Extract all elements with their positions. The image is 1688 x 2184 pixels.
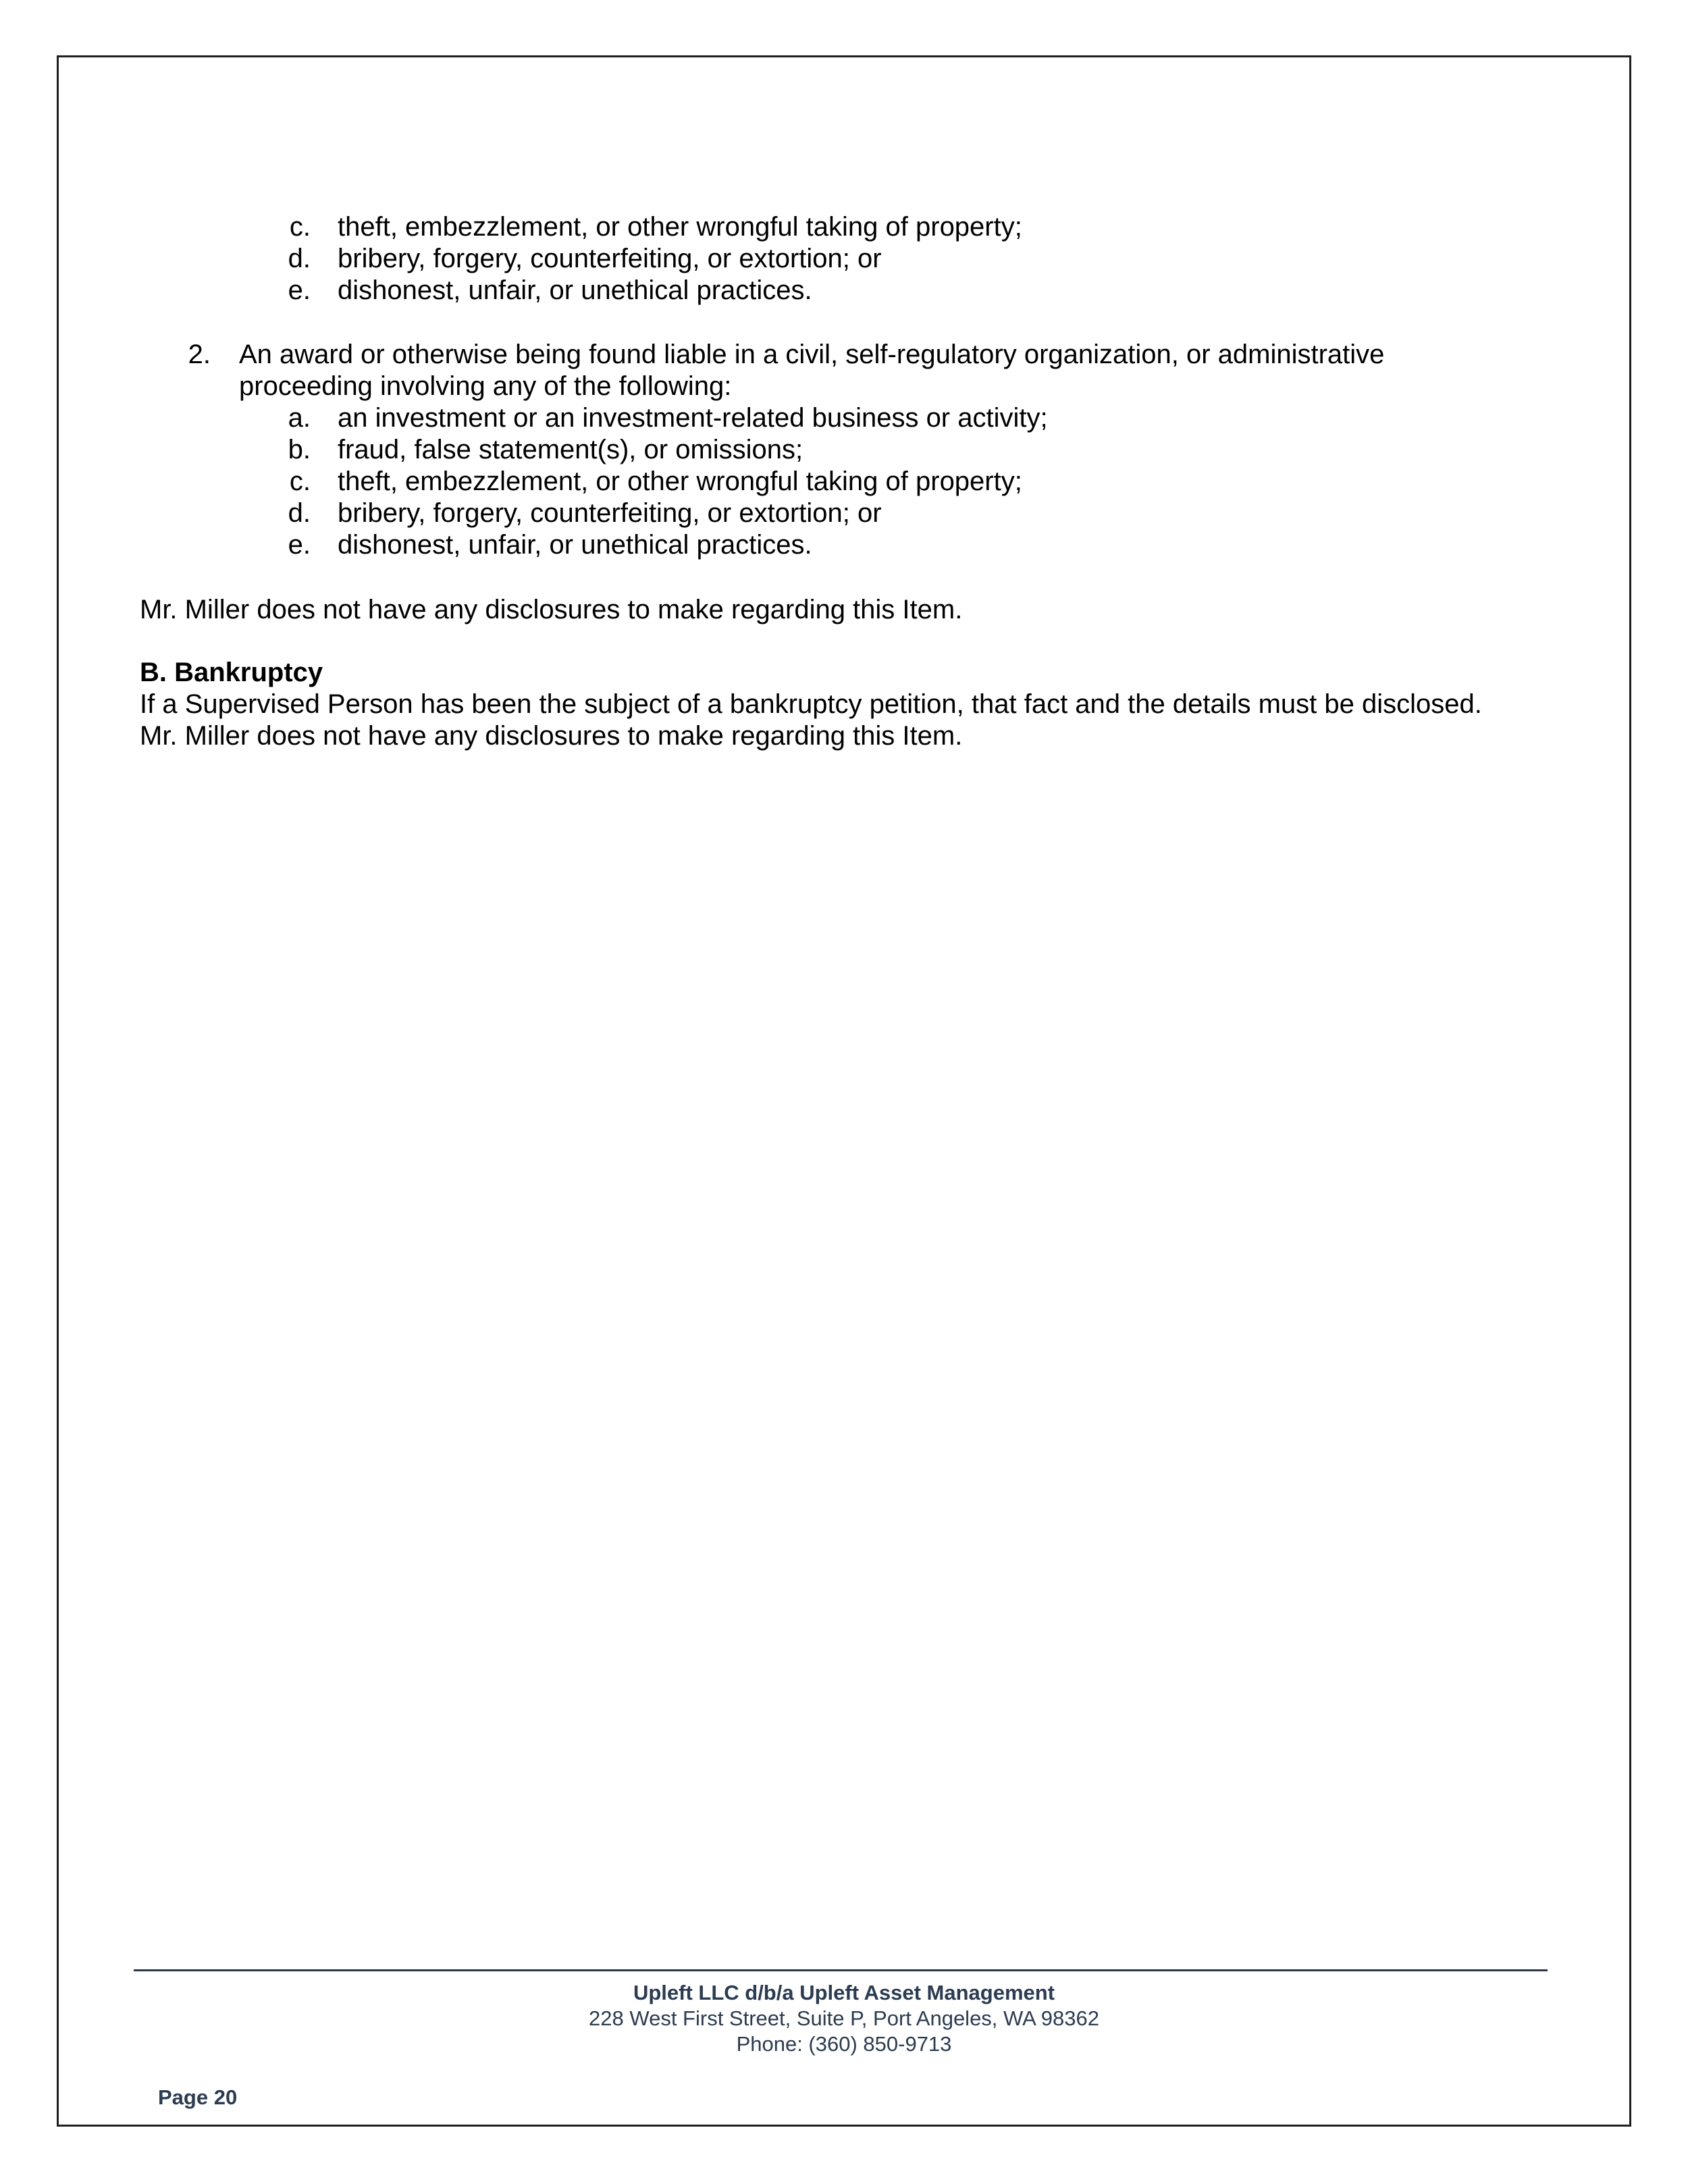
list-item-text: An award or otherwise being found liable in a civil, self-regulatory organization, or administrative (239, 340, 1385, 369)
list-item: bribery, forgery, counterfeiting, or extortion; or (338, 244, 882, 273)
list-marker: c. (289, 467, 311, 496)
list-marker: b. (288, 435, 311, 464)
list-item: bribery, forgery, counterfeiting, or extortion; or (338, 498, 882, 528)
list-marker: c. (289, 212, 311, 242)
list-item: an investment or an investment-related business or activity; (338, 403, 1048, 433)
list-marker: e. (288, 275, 311, 305)
list-item-text-continued: proceeding involving any of the following: (239, 371, 732, 401)
section-body: If a Supervised Person has been the subject of a bankruptcy petition, that fact and the details must be disclosed. (140, 689, 1482, 719)
list-item: theft, embezzlement, or other wrongful taking of property; (338, 467, 1022, 496)
footer-address: 228 West First Street, Suite P, Port Angeles, WA 98362 (589, 2006, 1099, 2030)
footer-company: Upleft LLC d/b/a Upleft Asset Management (633, 1981, 1055, 2004)
list-item: dishonest, unfair, or unethical practices. (338, 275, 812, 305)
page-number: Page 20 (158, 2085, 238, 2109)
list-marker: d. (288, 244, 311, 273)
disclosure-statement: Mr. Miller does not have any disclosures to make regarding this Item. (140, 595, 963, 624)
list-marker: e. (288, 530, 311, 560)
footer-phone: Phone: (360) 850-9713 (736, 2032, 952, 2056)
list-marker: a. (288, 403, 311, 433)
list-marker: d. (288, 498, 311, 528)
footer-divider (134, 1969, 1548, 1971)
list-number: 2. (188, 340, 211, 369)
list-item: dishonest, unfair, or unethical practices. (338, 530, 812, 560)
list-item: fraud, false statement(s), or omissions; (338, 435, 803, 464)
disclosure-statement: Mr. Miller does not have any disclosures to make regarding this Item. (140, 721, 963, 751)
section-heading: B. Bankruptcy (140, 658, 323, 687)
list-item: theft, embezzlement, or other wrongful taking of property; (338, 212, 1022, 242)
